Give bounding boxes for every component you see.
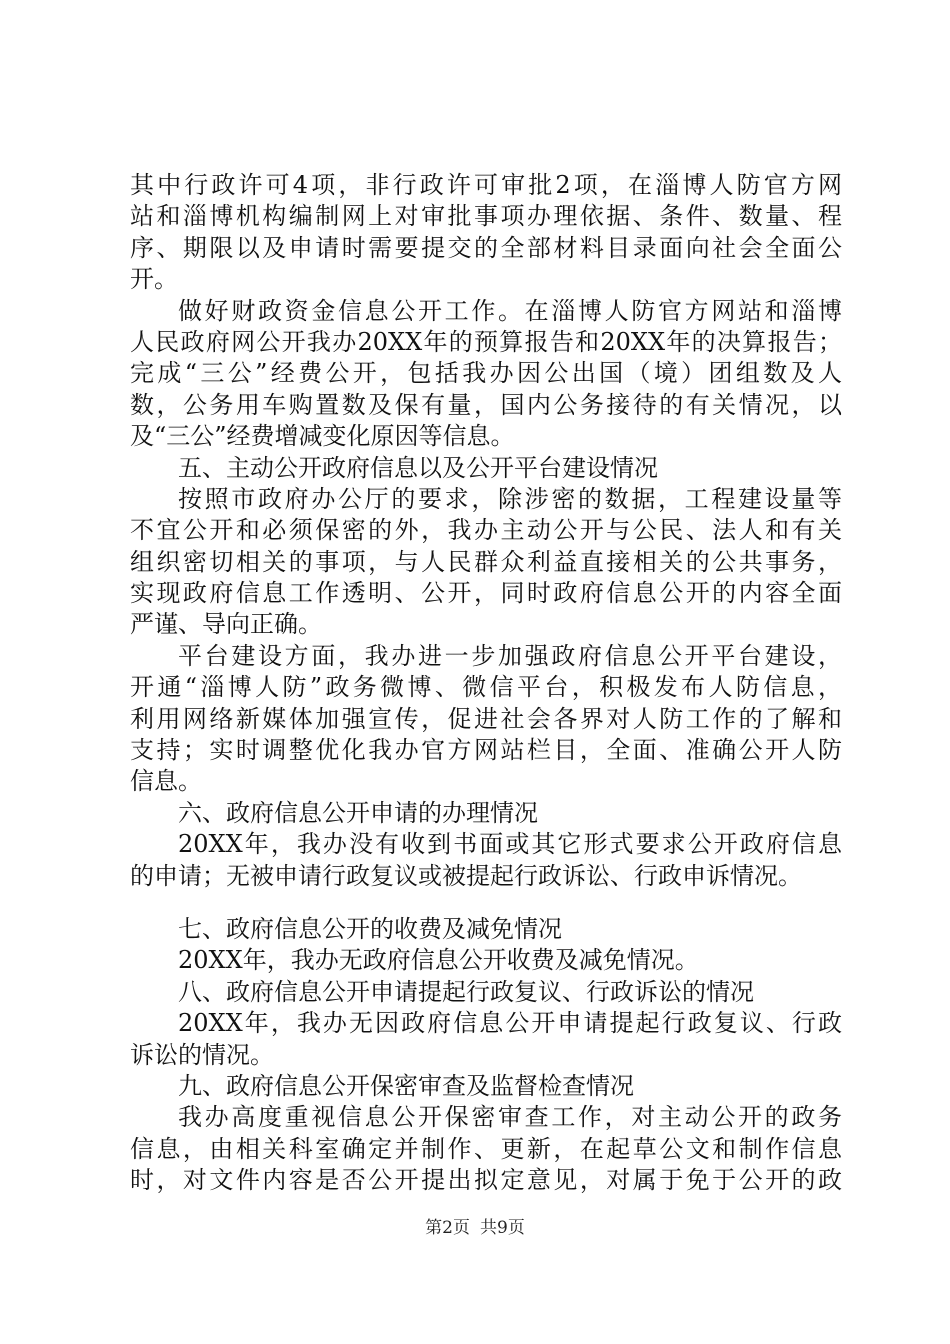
paragraph-gap [130,892,842,914]
page-number: 第2页 [425,1218,470,1238]
page-footer [0,1217,950,1239]
text-line: 按照市政府办公厅的要求，除涉密的数据，工程建设量等 [178,484,842,513]
section-heading: 八、政府信息公开申请提起行政复议、行政诉讼的情况 [178,977,754,1006]
text-line: 时，对文件内容是否公开提出拟定意见，对属于免于公开的政 [130,1166,842,1195]
text-line: 站和淄博机构编制网上对审批事项办理依据、条件、数量、程 [130,202,842,231]
document-body [130,170,842,1197]
section-heading: 六、政府信息公开申请的办理情况 [178,798,538,827]
section-heading: 五、主动公开政府信息以及公开平台建设情况 [178,453,658,482]
text-line: 人民政府网公开我办20XX年的预算报告和20XX年的决算报告； [130,327,842,356]
text-line: 的申请；无被申请行政复议或被提起行政诉讼、行政申诉情况。 [130,861,802,890]
text-line: 不宜公开和必须保密的外，我办主动公开与公民、法人和有关 [130,516,842,545]
text-line: 其中行政许可4项，非行政许可审批2项，在淄博人防官方网 [130,171,842,199]
text-line: 支持；实时调整优化我办官方网站栏目，全面、准确公开人防 [130,736,842,765]
text-line: 数，公务用车购置数及保有量，国内公务接待的有关情况，以 [130,390,842,419]
text-line: 开通“淄博人防”政务微博、微信平台，积极发布人防信息， [130,673,842,702]
text-line: 严谨、导向正确。 [130,610,322,639]
text-line: 实现政府信息工作透明、公开，同时政府信息公开的内容全面 [130,579,842,608]
text-line: 信息。 [130,767,202,796]
text-line: 我办高度重视信息公开保密审查工作，对主动公开的政务 [178,1103,842,1132]
text-line: 完成“三公”经费公开，包括我办因公出国（境）团组数及人 [130,359,842,388]
page-total: 共9页 [480,1218,525,1238]
section-heading: 七、政府信息公开的收费及减免情况 [178,914,562,943]
text-line: 20XX年，我办没有收到书面或其它形式要求公开政府信息 [178,830,842,859]
text-line: 信息，由相关科室确定并制作、更新，在起草公文和制作信息 [130,1134,842,1163]
text-line: 平台建设方面，我办进一步加强政府信息公开平台建设， [178,641,842,670]
text-line: 开。 [130,265,178,294]
text-line: 20XX年，我办无政府信息公开收费及减免情况。 [178,946,699,975]
section-heading: 九、政府信息公开保密审查及监督检查情况 [178,1071,634,1100]
text-line: 20XX年，我办无因政府信息公开申请提起行政复议、行政 [178,1009,842,1038]
text-line: 利用网络新媒体加强宣传，促进社会各界对人防工作的了解和 [130,704,842,733]
text-line: 序、期限以及申请时需要提交的全部材料目录面向社会全面公 [130,233,842,262]
text-line: 组织密切相关的事项，与人民群众利益直接相关的公共事务， [130,547,842,576]
text-line: 做好财政资金信息公开工作。在淄博人防官方网站和淄博 [178,296,842,325]
text-line: 及“三公”经费增减变化原因等信息。 [130,422,515,451]
text-line: 诉讼的情况。 [130,1040,274,1069]
